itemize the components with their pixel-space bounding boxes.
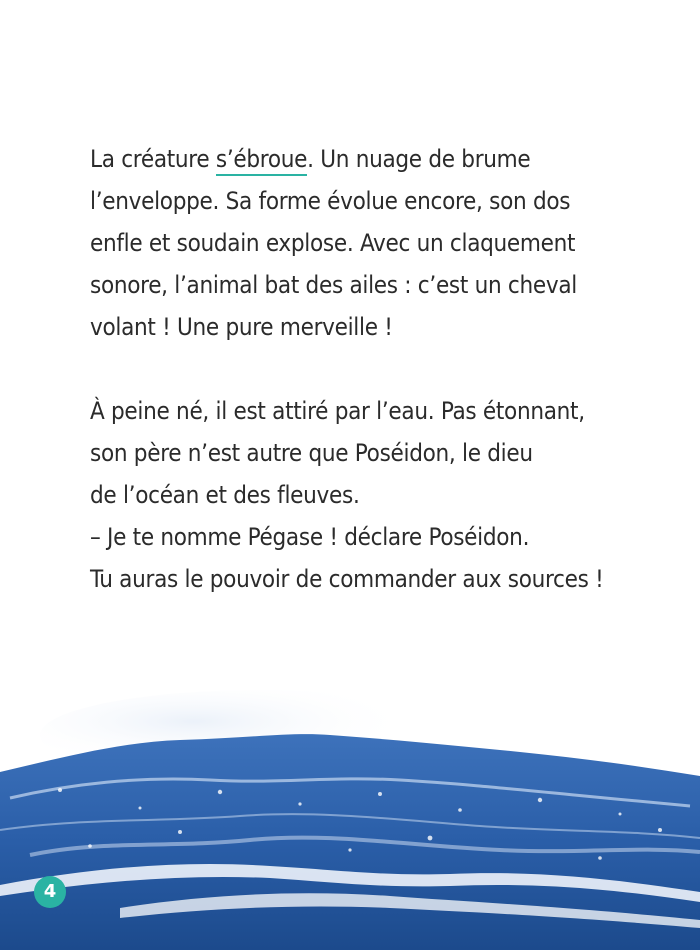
text-line: sonore, l’animal bat des ailes : c’est un cheval (90, 271, 577, 299)
text-fragment: . Un nuage de brume (307, 145, 531, 173)
text-line: volant ! Une pure merveille ! (90, 313, 393, 341)
text-line: l’enveloppe. Sa forme évolue encore, son dos (90, 187, 571, 215)
vocabulary-word[interactable]: s’ébroue (216, 145, 307, 176)
text-line: Tu auras le pouvoir de commander aux sources ! (90, 565, 604, 593)
text-line: son père n’est autre que Poséidon, le dieu (90, 439, 533, 467)
story-text (90, 138, 670, 600)
ocean-wave-illustration (0, 680, 700, 950)
text-line: – Je te nomme Pégase ! déclare Poséidon. (90, 523, 530, 551)
text-line: À peine né, il est attiré par l’eau. Pas étonnant, (90, 397, 585, 425)
text-line: enfle et soudain explose. Avec un claquement (90, 229, 576, 257)
text-line (90, 138, 670, 180)
page-number-badge: 4 (34, 876, 66, 908)
paragraph-spacer (90, 348, 670, 390)
paragraph-2 (90, 390, 670, 600)
paragraph-1 (90, 138, 670, 348)
text-line: de l’océan et des fleuves. (90, 481, 360, 509)
text-fragment: La créature (90, 145, 216, 173)
